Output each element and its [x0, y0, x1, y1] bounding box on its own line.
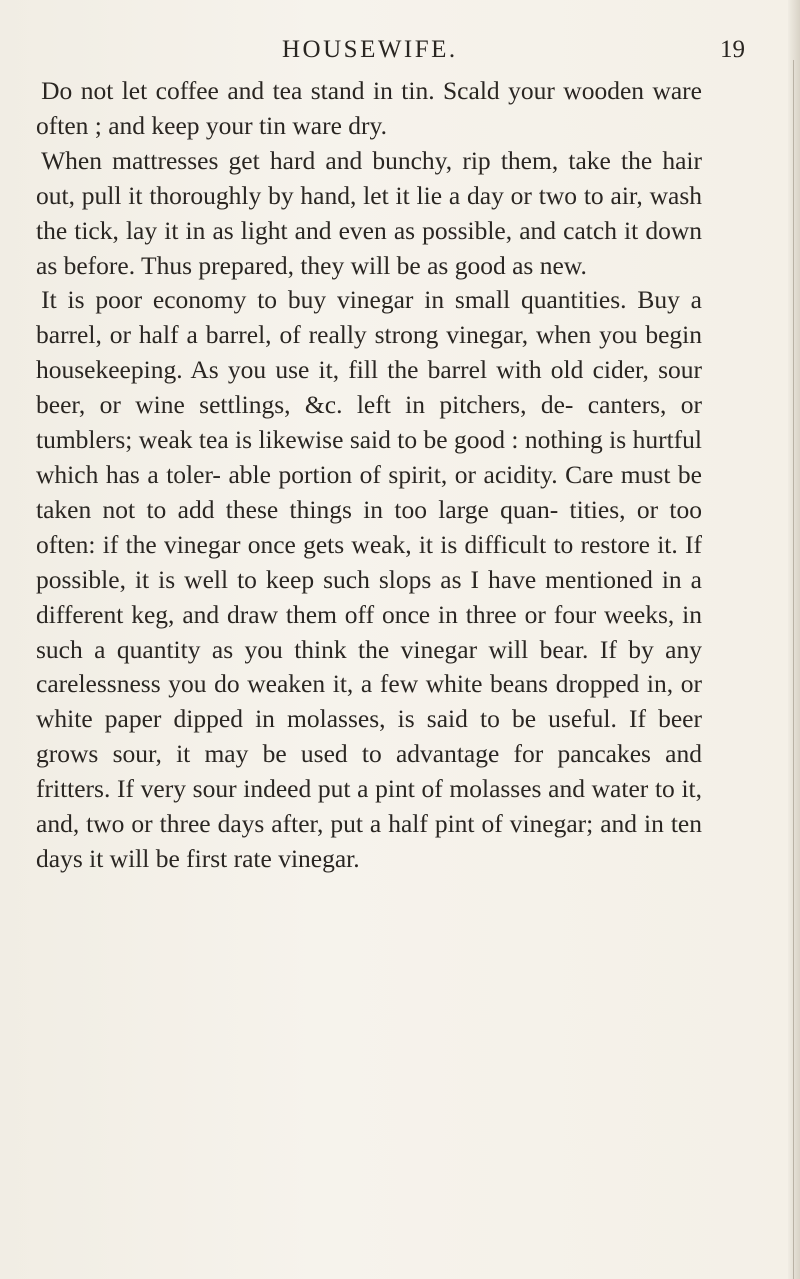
page-number: 19: [720, 36, 745, 63]
page-edge-shadow: [788, 0, 800, 1279]
page-header: [60, 30, 760, 70]
running-title: HOUSEWIFE.: [282, 36, 458, 63]
paragraph-vinegar: It is poor economy to buy vinegar in small quantities. Buy a barrel, or half a barrel, of really strong vinegar, when you begin housekeeping. As you use it, fill the barrel with old cider, sour beer, or wine settlings, &c. left in pitchers, de- canters, or tumblers; weak tea is likewise said to be good : nothing is hurtful which has a toler- able portion of spirit, or acidity. Care must be taken not to add these things in too large quan- tities, or too often: if the vinegar once gets weak, it is difficult to restore it. If possible, it is well to keep such slops as I have mentioned in a different keg, and draw them off once in three or four weeks, in such a quantity as you think the vinegar will bear. If by any carelessness you do weaken it, a few white beans dropped in, or white paper dipped in molasses, is said to be useful. If beer grows sour, it may be used to advantage for pancakes and fritters. If very sour indeed put a pint of molasses and water to it, and, two or three days after, put a half pint of vinegar; and in ten days it will be first rate vinegar.: [36, 285, 702, 873]
paragraph-coffee-tea: Do not let coffee and tea stand in tin. Scald your wooden ware often ; and keep your tin ware dry.: [36, 76, 702, 140]
paragraph-mattresses: When mattresses get hard and bunchy, rip them, take the hair out, pull it thoroughly by hand, let it lie a day or two to air, wash the tick, lay it in as light and even as possible, and catch it down as before. Thus prepared, they will be as good as new.: [36, 145, 702, 280]
page-edge-line: [793, 60, 794, 1279]
body-text: [36, 74, 702, 877]
